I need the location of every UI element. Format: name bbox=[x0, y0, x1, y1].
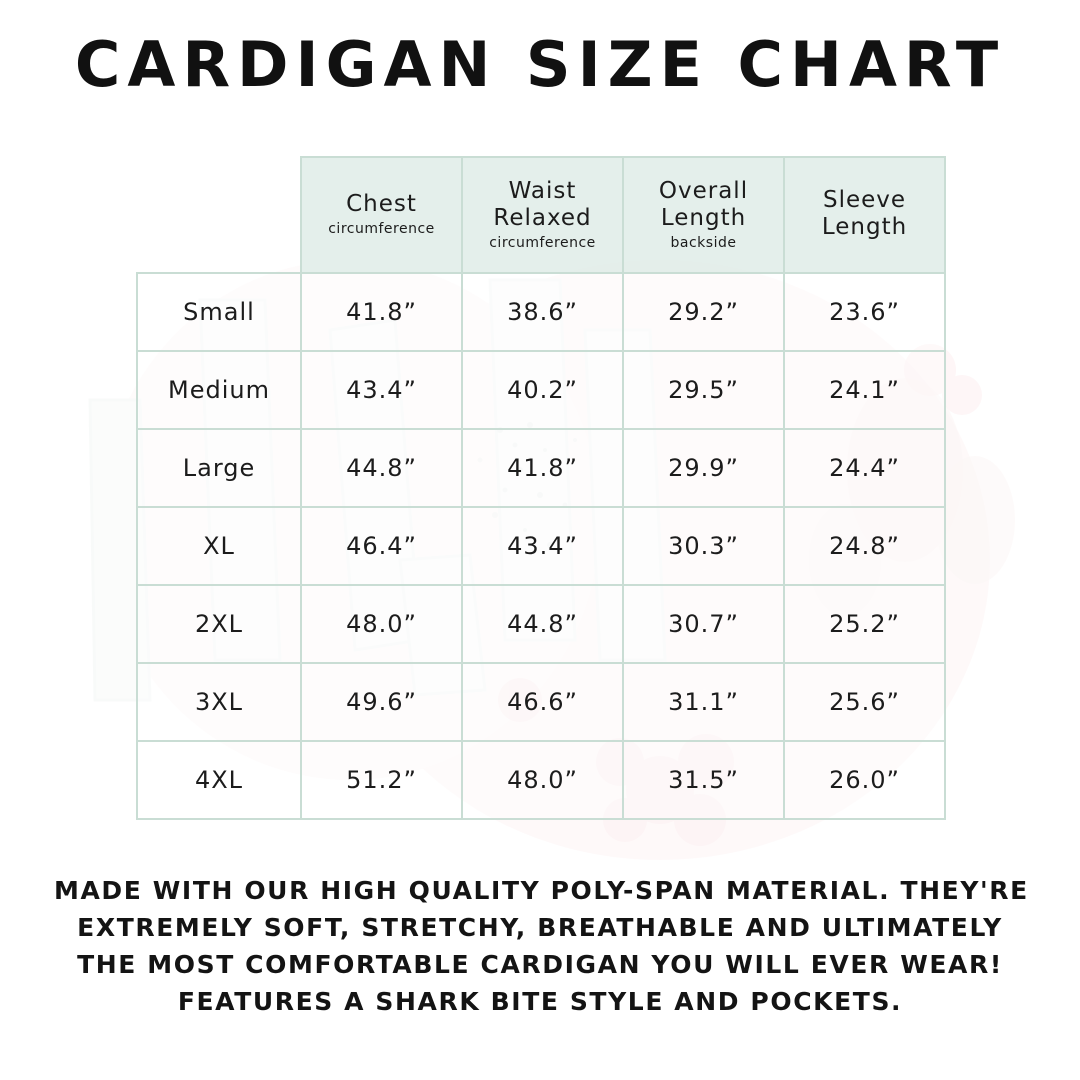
row-size-label: 4XL bbox=[137, 741, 301, 819]
cell-overall-length: 30.7” bbox=[623, 585, 784, 663]
cell-overall-length: 29.2” bbox=[623, 273, 784, 351]
column-header-overall-length bbox=[623, 157, 784, 273]
row-size-label: Medium bbox=[137, 351, 301, 429]
table-row bbox=[137, 273, 945, 351]
cell-sleeve-length: 24.1” bbox=[784, 351, 945, 429]
table-row bbox=[137, 351, 945, 429]
column-header-waist-main: Waist Relaxed bbox=[493, 177, 592, 231]
cell-sleeve-length: 24.8” bbox=[784, 507, 945, 585]
table-corner-cell bbox=[137, 157, 301, 273]
row-size-label: 3XL bbox=[137, 663, 301, 741]
cell-overall-length: 29.9” bbox=[623, 429, 784, 507]
cell-waist: 38.6” bbox=[462, 273, 623, 351]
table-row bbox=[137, 741, 945, 819]
cell-overall-length: 30.3” bbox=[623, 507, 784, 585]
cell-chest: 41.8” bbox=[301, 273, 462, 351]
column-header-waist-sub: circumference bbox=[489, 234, 596, 251]
row-size-label: XL bbox=[137, 507, 301, 585]
cell-chest: 49.6” bbox=[301, 663, 462, 741]
cell-waist: 40.2” bbox=[462, 351, 623, 429]
cell-waist: 46.6” bbox=[462, 663, 623, 741]
table-row bbox=[137, 507, 945, 585]
column-header-overall-length-sub: backside bbox=[670, 234, 737, 251]
column-header-waist bbox=[462, 157, 623, 273]
row-size-label: Small bbox=[137, 273, 301, 351]
cell-sleeve-length: 24.4” bbox=[784, 429, 945, 507]
cell-waist: 44.8” bbox=[462, 585, 623, 663]
cell-chest: 43.4” bbox=[301, 351, 462, 429]
page-title: CARDIGAN SIZE CHART bbox=[74, 28, 1006, 101]
table-row bbox=[137, 585, 945, 663]
material-note-line-2: EXTREMELY SOFT, STRETCHY, BREATHABLE AND ULTIMATELY bbox=[77, 913, 1003, 942]
column-header-sleeve-length bbox=[784, 157, 945, 273]
cell-chest: 46.4” bbox=[301, 507, 462, 585]
cell-chest: 48.0” bbox=[301, 585, 462, 663]
cell-waist: 43.4” bbox=[462, 507, 623, 585]
material-note-line-4: FEATURES A SHARK BITE STYLE AND POCKETS. bbox=[177, 987, 903, 1016]
row-size-label: Large bbox=[137, 429, 301, 507]
material-note-line-3: THE MOST COMFORTABLE CARDIGAN YOU WILL EVER WEAR! bbox=[77, 950, 1003, 979]
column-header-sleeve-length-main: Sleeve Length bbox=[821, 187, 908, 240]
cell-chest: 51.2” bbox=[301, 741, 462, 819]
cell-sleeve-length: 26.0” bbox=[784, 741, 945, 819]
cell-sleeve-length: 23.6” bbox=[784, 273, 945, 351]
cell-chest: 44.8” bbox=[301, 429, 462, 507]
cell-waist: 41.8” bbox=[462, 429, 623, 507]
table-row bbox=[137, 429, 945, 507]
cell-waist: 48.0” bbox=[462, 741, 623, 819]
column-header-chest-sub: circumference bbox=[328, 221, 435, 237]
cell-overall-length: 31.5” bbox=[623, 741, 784, 819]
material-note bbox=[54, 872, 1029, 1020]
row-size-label: 2XL bbox=[137, 585, 301, 663]
table-header-row bbox=[137, 157, 945, 273]
material-note-line-1: MADE WITH OUR HIGH QUALITY POLY-SPAN MATERIAL. THEY'RE bbox=[54, 876, 1029, 905]
cell-overall-length: 29.5” bbox=[623, 351, 784, 429]
column-header-chest bbox=[301, 157, 462, 273]
size-chart-table bbox=[136, 156, 946, 820]
size-chart-table-wrapper bbox=[136, 156, 944, 820]
cell-overall-length: 31.1” bbox=[623, 663, 784, 741]
column-header-chest-main: Chest bbox=[346, 191, 417, 217]
table-row bbox=[137, 663, 945, 741]
cell-sleeve-length: 25.6” bbox=[784, 663, 945, 741]
cell-sleeve-length: 25.2” bbox=[784, 585, 945, 663]
column-header-overall-length-main: Overall Length bbox=[658, 177, 749, 231]
